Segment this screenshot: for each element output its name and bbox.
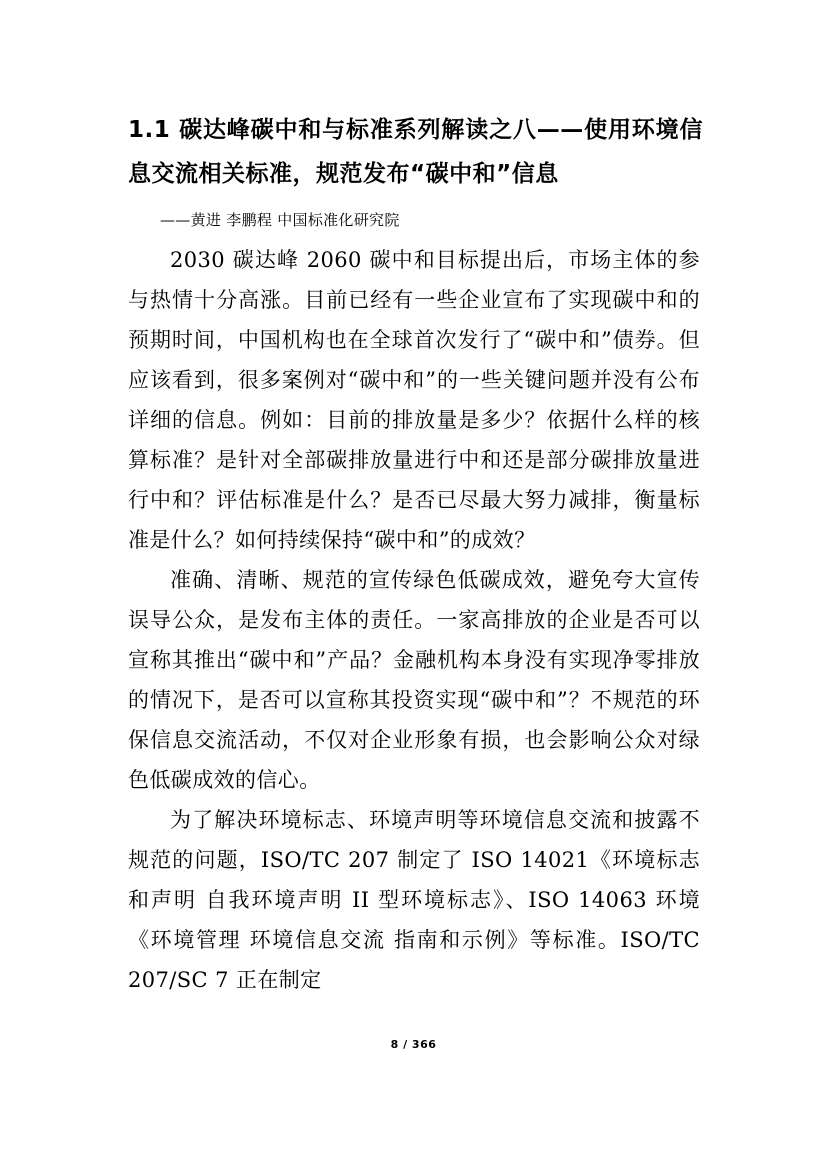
body-text [128, 240, 700, 1000]
author-byline: ——黄进 李鹏程 中国标准化研究院 [160, 211, 400, 229]
paragraph-1: 2030 碳达峰 2060 碳中和目标提出后，市场主体的参与热情十分高涨。目前已经有一些企业宣布了实现碳中和的预期时间，中国机构也在全球首次发行了“碳中和”债券。但应该看到，很多案例对“碳中和”的一些关键问题并没有公布详细的信息。例如：目前的排放量是多少？依据什么样的核算标准？是针对全部碳排放量进行中和还是部分碳排放量进行中和？评估标准是什么？是否已尽最大努力减排，衡量标准是什么？如何持续保持“碳中和”的成效？ [128, 248, 700, 552]
section-title: 1.1 碳达峰碳中和与标准系列解读之八——使用环境信息交流相关标准，规范发布“碳中和”信息 [128, 117, 703, 187]
page-number: 8 / 366 [390, 1038, 437, 1051]
paragraph-2: 准确、清晰、规范的宣传绿色低碳成效，避免夸大宣传误导公众，是发布主体的责任。一家高排放的企业是否可以宣称其推出“碳中和”产品？金融机构本身没有实现净零排放的情况下，是否可以宣称其投资实现“碳中和”？不规范的环保信息交流活动，不仅对企业形象有损，也会影响公众对绿色低碳成效的信心。 [128, 568, 700, 792]
paragraph-3: 为了解决环境标志、环境声明等环境信息交流和披露不规范的问题，ISO/TC 207 制定了 ISO 14021《环境标志和声明 自我环境声明 II 型环境标志》、ISO 14063 环境《环境管理 环境信息交流 指南和示例》等标准。ISO/TC 207/SC 7 正在制定 [128, 808, 700, 992]
